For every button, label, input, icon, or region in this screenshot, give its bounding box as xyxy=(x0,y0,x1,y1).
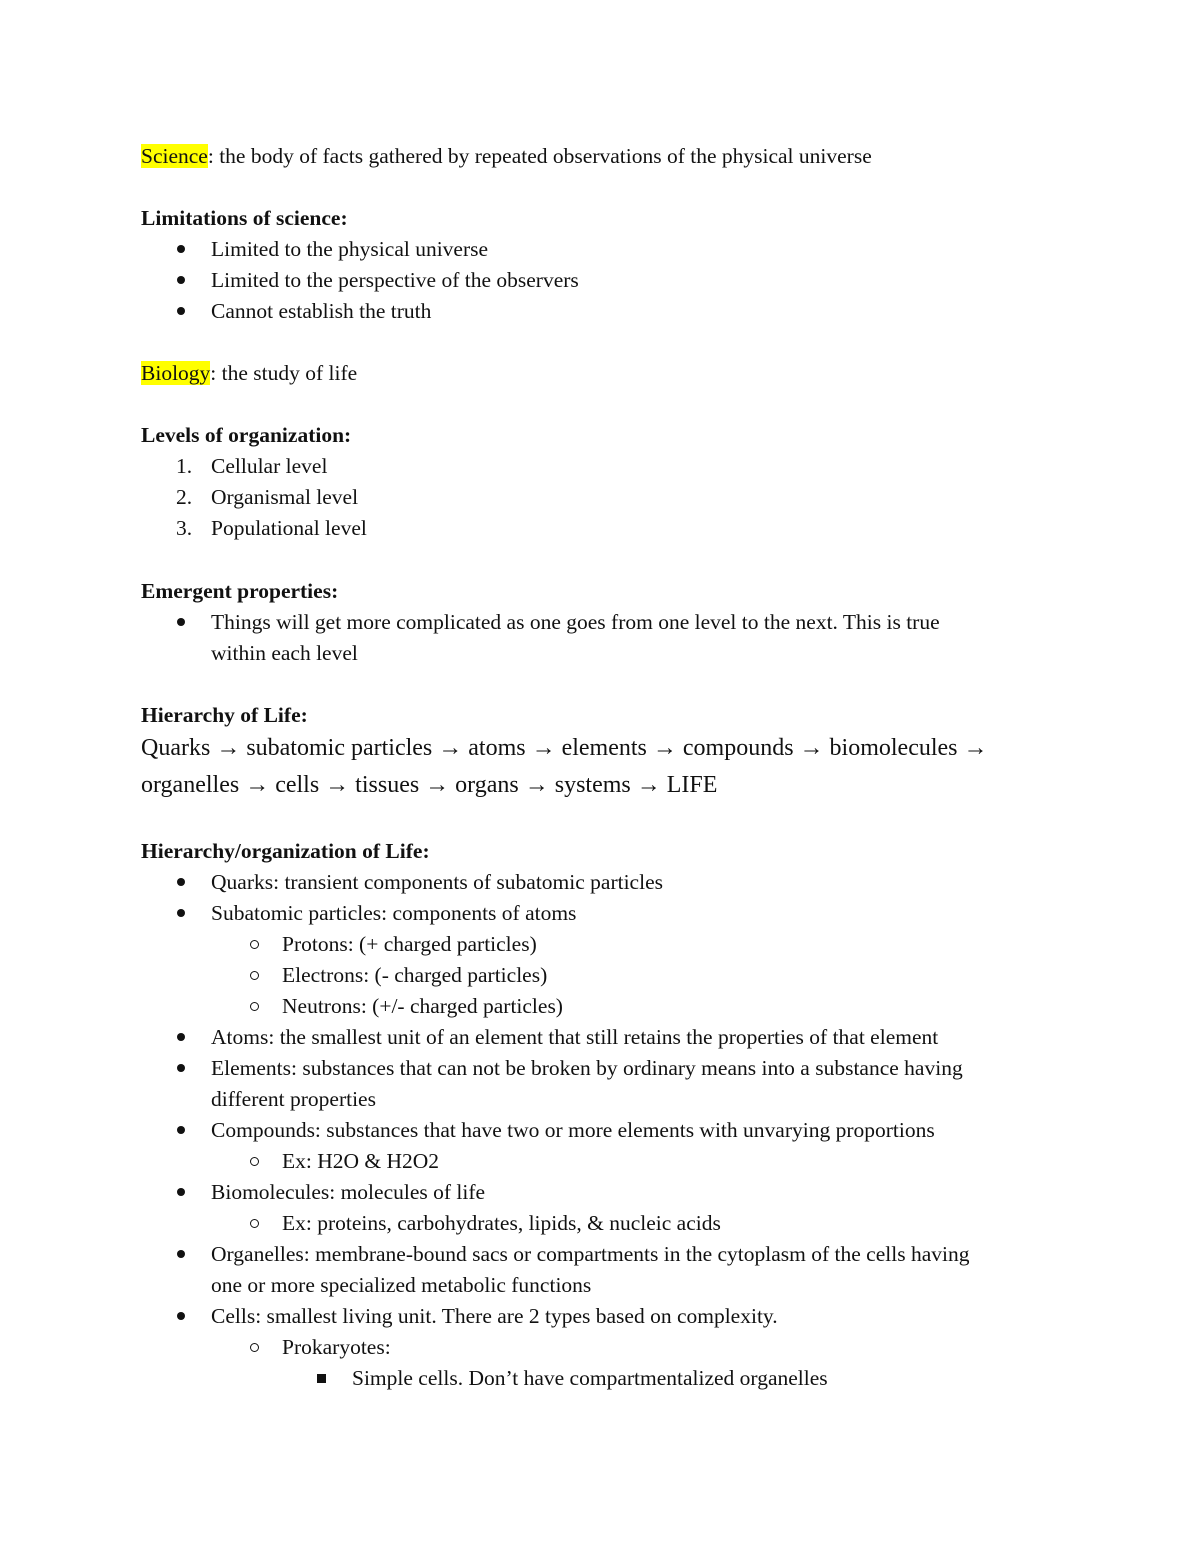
level-item: Populational level xyxy=(211,516,367,540)
hierarchy-heading: Hierarchy of Life: xyxy=(141,703,308,727)
sub-list-item: Prokaryotes: xyxy=(282,1335,391,1359)
list-number: 1. xyxy=(176,454,193,478)
sub-list-item: Electrons: (- charged particles) xyxy=(282,963,548,987)
limitations-heading: Limitations of science: xyxy=(141,206,348,230)
sub-list-item: Ex: proteins, carbohydrates, lipids, & nucleic acids xyxy=(282,1211,721,1235)
levels-heading: Levels of organization: xyxy=(141,423,352,447)
list-item: Atoms: the smallest unit of an element that still retains the properties of that element xyxy=(211,1025,939,1049)
science-definition xyxy=(141,144,872,168)
list-item-cont: different properties xyxy=(211,1087,376,1111)
list-number: 2. xyxy=(176,485,193,509)
sub-list-item: Ex: H2O & H2O2 xyxy=(282,1149,440,1173)
science-def: : the body of facts gathered by repeated observations of the physical universe xyxy=(207,144,872,168)
list-item: Quarks: transient components of subatomic particles xyxy=(211,870,663,894)
list-item: Biomolecules: molecules of life xyxy=(211,1180,486,1204)
hierarchy-chain-cont: organelles → cells → tissues → organs → systems → LIFE xyxy=(141,772,718,798)
list-item-cont: one or more specialized metabolic functions xyxy=(211,1273,592,1297)
sub-sub-list-item: Simple cells. Don’t have compartmentalized organelles xyxy=(352,1366,828,1390)
list-item: Cells: smallest living unit. There are 2 types based on complexity. xyxy=(211,1304,778,1328)
emergent-heading: Emergent properties: xyxy=(141,579,339,603)
limitation-item: Limited to the physical universe xyxy=(211,237,489,261)
list-item: Elements: substances that can not be broken by ordinary means into a substance having xyxy=(211,1056,963,1080)
science-term: Science xyxy=(141,144,208,168)
limitation-item: Limited to the perspective of the observers xyxy=(211,268,579,292)
biology-term: Biology xyxy=(141,361,211,385)
emergent-item: Things will get more complicated as one goes from one level to the next. This is true xyxy=(211,610,940,634)
level-item: Cellular level xyxy=(211,454,328,478)
hierarchy-chain: Quarks → subatomic particles → atoms → elements → compounds → biomolecules → xyxy=(141,735,988,761)
biology-definition xyxy=(141,361,357,385)
list-number: 3. xyxy=(176,516,193,540)
list-item: Compounds: substances that have two or more elements with unvarying proportions xyxy=(211,1118,935,1142)
level-item: Organismal level xyxy=(211,485,359,509)
list-item: Subatomic particles: components of atoms xyxy=(211,901,577,925)
limitation-item: Cannot establish the truth xyxy=(211,299,432,323)
hierarchy-organization-heading: Hierarchy/organization of Life: xyxy=(141,839,430,863)
sub-list-item: Protons: (+ charged particles) xyxy=(282,932,537,956)
list-item: Organelles: membrane-bound sacs or compartments in the cytoplasm of the cells having xyxy=(211,1242,970,1266)
biology-def: : the study of life xyxy=(210,361,358,385)
sub-list-item: Neutrons: (+/- charged particles) xyxy=(282,994,563,1018)
emergent-item-cont: within each level xyxy=(211,641,358,665)
